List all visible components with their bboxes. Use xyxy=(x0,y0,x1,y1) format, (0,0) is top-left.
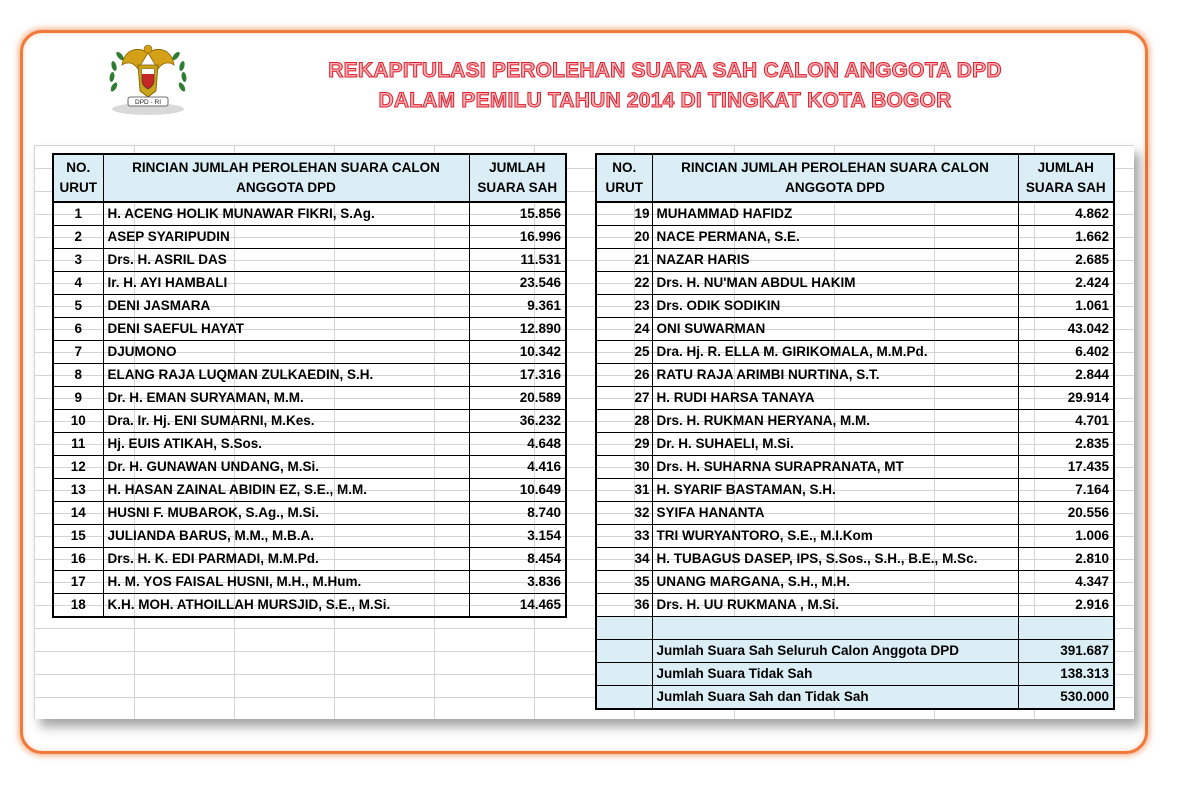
table-row xyxy=(53,226,566,249)
candidate-name: ONI SUWARMAN xyxy=(652,318,1018,341)
vote-count: 11.531 xyxy=(469,249,566,272)
candidate-name: DENI SAEFUL HAYAT xyxy=(103,318,469,341)
vote-count: 17.316 xyxy=(469,364,566,387)
candidate-name: H. HASAN ZAINAL ABIDIN EZ, S.E., M.M. xyxy=(103,479,469,502)
candidate-name: Drs. H. RUKMAN HERYANA, M.M. xyxy=(652,410,1018,433)
vote-count: 15.856 xyxy=(469,202,566,226)
vote-count: 2.916 xyxy=(1018,594,1114,617)
vote-count: 4.347 xyxy=(1018,571,1114,594)
table-row xyxy=(53,502,566,525)
candidate-name: DENI JASMARA xyxy=(103,295,469,318)
vote-count: 4.416 xyxy=(469,456,566,479)
summary-label: Jumlah Suara Sah Seluruh Calon Anggota DPD xyxy=(652,640,1018,663)
vote-count: 3.154 xyxy=(469,525,566,548)
candidate-name: Ir. H. AYI HAMBALI xyxy=(103,272,469,295)
dpd-ri-logo xyxy=(100,35,196,119)
vote-count: 1.662 xyxy=(1018,226,1114,249)
candidate-name: Drs. H. NU'MAN ABDUL HAKIM xyxy=(652,272,1018,295)
vote-count: 29.914 xyxy=(1018,387,1114,410)
row-number: 34 xyxy=(596,548,652,571)
candidate-name: Drs. H. ASRIL DAS xyxy=(103,249,469,272)
vote-count: 1.061 xyxy=(1018,295,1114,318)
row-number: 21 xyxy=(596,249,652,272)
candidate-name: HUSNI F. MUBAROK, S.Ag., M.Si. xyxy=(103,502,469,525)
summary-spacer-row xyxy=(596,617,1114,640)
vote-count: 3.836 xyxy=(469,571,566,594)
vote-count: 16.996 xyxy=(469,226,566,249)
candidate-name: NAZAR HARIS xyxy=(652,249,1018,272)
candidate-name: MUHAMMAD HAFIDZ xyxy=(652,202,1018,226)
candidate-name: DJUMONO xyxy=(103,341,469,364)
vote-count: 4.701 xyxy=(1018,410,1114,433)
header-no: NO. URUT xyxy=(596,154,652,202)
row-number: 31 xyxy=(596,479,652,502)
table-row xyxy=(596,387,1114,410)
table-row xyxy=(53,272,566,295)
table-row xyxy=(596,410,1114,433)
row-number: 15 xyxy=(53,525,103,548)
vote-count: 4.862 xyxy=(1018,202,1114,226)
table-row xyxy=(53,341,566,364)
row-number: 22 xyxy=(596,272,652,295)
row-number: 3 xyxy=(53,249,103,272)
candidate-name: NACE PERMANA, S.E. xyxy=(652,226,1018,249)
vote-count: 12.890 xyxy=(469,318,566,341)
candidate-name: H. M. YOS FAISAL HUSNI, M.H., M.Hum. xyxy=(103,571,469,594)
candidate-name: UNANG MARGANA, S.H., M.H. xyxy=(652,571,1018,594)
row-number: 35 xyxy=(596,571,652,594)
table-row xyxy=(53,571,566,594)
row-number: 25 xyxy=(596,341,652,364)
row-number: 11 xyxy=(53,433,103,456)
row-number: 24 xyxy=(596,318,652,341)
candidate-name: Drs. ODIK SODIKIN xyxy=(652,295,1018,318)
row-number: 36 xyxy=(596,594,652,617)
summary-value: 391.687 xyxy=(1018,640,1114,663)
row-number: 7 xyxy=(53,341,103,364)
summary-row xyxy=(596,663,1114,686)
vote-count: 8.454 xyxy=(469,548,566,571)
table-row xyxy=(53,410,566,433)
table-row xyxy=(596,433,1114,456)
table-row xyxy=(53,479,566,502)
vote-count: 7.164 xyxy=(1018,479,1114,502)
table-row xyxy=(596,525,1114,548)
table-row xyxy=(53,318,566,341)
vote-count: 14.465 xyxy=(469,594,566,618)
row-number: 9 xyxy=(53,387,103,410)
candidate-name: Dra. Hj. R. ELLA M. GIRIKOMALA, M.M.Pd. xyxy=(652,341,1018,364)
summary-value: 530.000 xyxy=(1018,686,1114,710)
row-number: 32 xyxy=(596,502,652,525)
summary-blank-cell xyxy=(596,686,652,710)
table-row xyxy=(53,548,566,571)
row-number: 10 xyxy=(53,410,103,433)
spreadsheet-area xyxy=(34,145,1134,719)
row-number: 12 xyxy=(53,456,103,479)
vote-count: 2.810 xyxy=(1018,548,1114,571)
candidate-name: ELANG RAJA LUQMAN ZULKAEDIN, S.H. xyxy=(103,364,469,387)
candidate-name: H. ACENG HOLIK MUNAWAR FIKRI, S.Ag. xyxy=(103,202,469,226)
row-number: 18 xyxy=(53,594,103,618)
summary-blank-cell xyxy=(596,663,652,686)
vote-count: 20.589 xyxy=(469,387,566,410)
vote-count: 8.740 xyxy=(469,502,566,525)
vote-count: 9.361 xyxy=(469,295,566,318)
table-row xyxy=(53,594,566,618)
row-number: 13 xyxy=(53,479,103,502)
row-number: 30 xyxy=(596,456,652,479)
row-number: 29 xyxy=(596,433,652,456)
candidate-name: Drs. H. UU RUKMANA , M.Si. xyxy=(652,594,1018,617)
summary-row xyxy=(596,686,1114,710)
row-number: 26 xyxy=(596,364,652,387)
candidate-name: Drs. H. K. EDI PARMADI, M.M.Pd. xyxy=(103,548,469,571)
candidate-name: TRI WURYANTORO, S.E., M.I.Kom xyxy=(652,525,1018,548)
table-row xyxy=(53,249,566,272)
table-row xyxy=(596,341,1114,364)
left-results-table xyxy=(52,153,567,618)
page-title xyxy=(230,56,1100,116)
vote-count: 4.648 xyxy=(469,433,566,456)
row-number: 5 xyxy=(53,295,103,318)
spacer-cell xyxy=(596,617,652,640)
row-number: 19 xyxy=(596,202,652,226)
candidate-name: Dr. H. SUHAELI, M.Si. xyxy=(652,433,1018,456)
table-row xyxy=(53,295,566,318)
row-number: 33 xyxy=(596,525,652,548)
summary-value: 138.313 xyxy=(1018,663,1114,686)
summary-blank-cell xyxy=(596,640,652,663)
svg-text:DPD - RI: DPD - RI xyxy=(135,99,161,106)
vote-count: 2.424 xyxy=(1018,272,1114,295)
table-row xyxy=(596,295,1114,318)
row-number: 1 xyxy=(53,202,103,226)
header-name: RINCIAN JUMLAH PEROLEHAN SUARA CALON ANGGOTA DPD xyxy=(652,154,1018,202)
table-row xyxy=(53,202,566,226)
table-row xyxy=(596,502,1114,525)
candidate-name: Dr. H. EMAN SURYAMAN, M.M. xyxy=(103,387,469,410)
title-line-1: REKAPITULASI PEROLEHAN SUARA SAH CALON ANGGOTA DPD xyxy=(328,59,1002,82)
row-number: 23 xyxy=(596,295,652,318)
spacer-cell xyxy=(1018,617,1114,640)
table-row xyxy=(53,456,566,479)
table-row xyxy=(53,433,566,456)
vote-count: 6.402 xyxy=(1018,341,1114,364)
row-number: 17 xyxy=(53,571,103,594)
table-row xyxy=(596,571,1114,594)
candidate-name: Dr. H. GUNAWAN UNDANG, M.Si. xyxy=(103,456,469,479)
table-row xyxy=(53,387,566,410)
header-name: RINCIAN JUMLAH PEROLEHAN SUARA CALON ANGGOTA DPD xyxy=(103,154,469,202)
row-number: 27 xyxy=(596,387,652,410)
candidate-name: SYIFA HANANTA xyxy=(652,502,1018,525)
vote-count: 17.435 xyxy=(1018,456,1114,479)
row-number: 6 xyxy=(53,318,103,341)
table-row xyxy=(596,249,1114,272)
summary-label: Jumlah Suara Tidak Sah xyxy=(652,663,1018,686)
header-no: NO. URUT xyxy=(53,154,103,202)
candidate-name: JULIANDA BARUS, M.M., M.B.A. xyxy=(103,525,469,548)
header-votes: JUMLAH SUARA SAH xyxy=(1018,154,1114,202)
table-row xyxy=(596,548,1114,571)
vote-count: 2.844 xyxy=(1018,364,1114,387)
candidate-name: K.H. MOH. ATHOILLAH MURSJID, S.E., M.Si. xyxy=(103,594,469,618)
table-row xyxy=(596,364,1114,387)
table-row xyxy=(596,272,1114,295)
candidate-name: Hj. EUIS ATIKAH, S.Sos. xyxy=(103,433,469,456)
vote-count: 2.835 xyxy=(1018,433,1114,456)
candidate-name: Drs. H. SUHARNA SURAPRANATA, MT xyxy=(652,456,1018,479)
table-row xyxy=(596,594,1114,617)
table-row xyxy=(596,202,1114,226)
summary-row xyxy=(596,640,1114,663)
row-number: 28 xyxy=(596,410,652,433)
table-row xyxy=(53,525,566,548)
vote-count: 20.556 xyxy=(1018,502,1114,525)
candidate-name: Dra. Ir. Hj. ENI SUMARNI, M.Kes. xyxy=(103,410,469,433)
table-row xyxy=(596,456,1114,479)
row-number: 8 xyxy=(53,364,103,387)
row-number: 16 xyxy=(53,548,103,571)
table-row xyxy=(596,226,1114,249)
summary-label: Jumlah Suara Sah dan Tidak Sah xyxy=(652,686,1018,710)
vote-count: 1.006 xyxy=(1018,525,1114,548)
candidate-name: H. TUBAGUS DASEP, IPS, S.Sos., S.H., B.E., M.Sc. xyxy=(652,548,1018,571)
title-line-2: DALAM PEMILU TAHUN 2014 DI TINGKAT KOTA BOGOR xyxy=(378,89,952,112)
vote-count: 23.546 xyxy=(469,272,566,295)
vote-count: 2.685 xyxy=(1018,249,1114,272)
vote-count: 10.649 xyxy=(469,479,566,502)
vote-count: 10.342 xyxy=(469,341,566,364)
header-votes: JUMLAH SUARA SAH xyxy=(469,154,566,202)
candidate-name: RATU RAJA ARIMBI NURTINA, S.T. xyxy=(652,364,1018,387)
table-row xyxy=(53,364,566,387)
candidate-name: ASEP SYARIPUDIN xyxy=(103,226,469,249)
row-number: 2 xyxy=(53,226,103,249)
candidate-name: H. SYARIF BASTAMAN, S.H. xyxy=(652,479,1018,502)
table-header-row xyxy=(53,154,566,202)
spacer-cell xyxy=(652,617,1018,640)
candidate-name: H. RUDI HARSA TANAYA xyxy=(652,387,1018,410)
vote-count: 43.042 xyxy=(1018,318,1114,341)
row-number: 4 xyxy=(53,272,103,295)
table-row xyxy=(596,479,1114,502)
right-results-table xyxy=(595,153,1115,710)
table-row xyxy=(596,318,1114,341)
vote-count: 36.232 xyxy=(469,410,566,433)
row-number: 20 xyxy=(596,226,652,249)
table-header-row xyxy=(596,154,1114,202)
row-number: 14 xyxy=(53,502,103,525)
